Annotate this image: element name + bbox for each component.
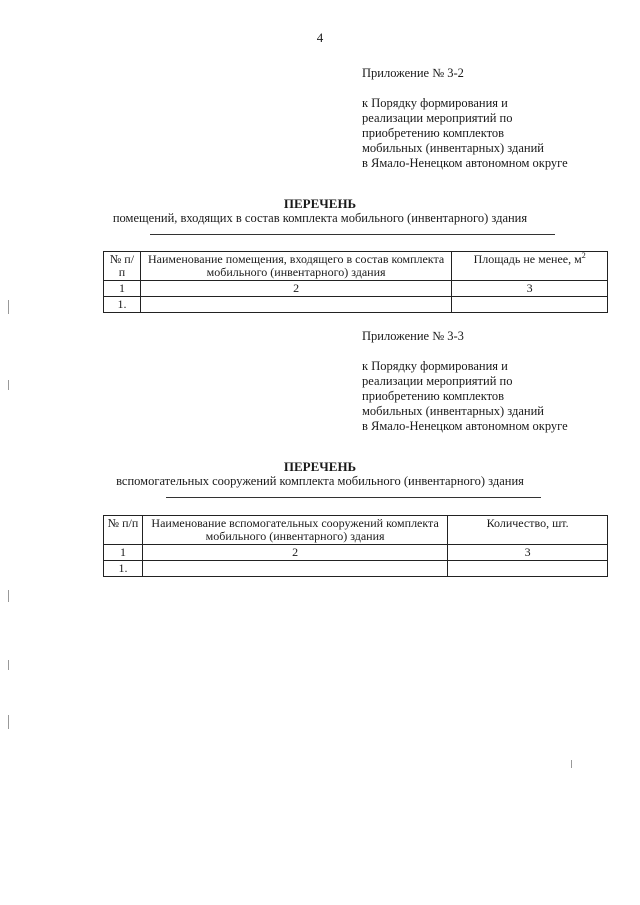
table-header-row <box>104 252 608 281</box>
empty-cell <box>448 561 608 577</box>
scan-mark <box>8 715 9 729</box>
rooms-table <box>103 251 608 313</box>
numbering-cell: 1 <box>104 545 143 561</box>
scan-mark <box>8 300 9 314</box>
appendix-line: мобильных (инвентарных) зданий <box>362 141 544 155</box>
appendix-line: приобретению комплектов <box>362 126 505 140</box>
numbering-cell: 1 <box>104 281 141 297</box>
header-quantity: Количество, шт. <box>448 516 608 545</box>
empty-cell <box>140 297 451 313</box>
numbering-cell: 2 <box>142 545 447 561</box>
scan-mark <box>8 590 9 602</box>
list-subtitle: помещений, входящих в состав комплекта мобильного (инвентарного) здания <box>112 211 528 225</box>
list-title: ПЕРЕЧЕНЬ <box>283 459 357 474</box>
list-heading-rooms <box>0 196 640 226</box>
scan-mark <box>571 760 572 768</box>
appendix-block-3-2 <box>362 66 632 171</box>
structures-table <box>103 515 608 577</box>
appendix-line: приобретению комплектов <box>362 389 505 403</box>
scan-mark <box>8 660 9 670</box>
appendix-title: Приложение № 3-3 <box>362 329 464 343</box>
list-heading-structures <box>0 459 640 489</box>
appendix-lines <box>362 359 632 434</box>
table-numbering-row <box>104 545 608 561</box>
appendix-line: в Ямало-Ненецком автономном округе <box>362 156 568 170</box>
appendix-line: реализации мероприятий по <box>362 374 513 388</box>
list-subtitle: вспомогательных сооружений комплекта мобильного (инвентарного) здания <box>116 474 524 488</box>
appendix-line: к Порядку формирования и <box>362 359 508 373</box>
numbering-cell: 2 <box>140 281 451 297</box>
header-number: № п/п <box>104 516 143 545</box>
page-number: 4 <box>316 30 324 45</box>
appendix-block-3-3 <box>362 329 632 434</box>
empty-cell <box>142 561 447 577</box>
table-numbering-row <box>104 281 608 297</box>
header-structure-name: Наименование вспомогательных сооружений комплекта мобильного (инвентарного) здания <box>142 516 447 545</box>
scan-mark <box>8 380 9 390</box>
appendix-title: Приложение № 3-2 <box>362 66 464 80</box>
table-header-row <box>104 516 608 545</box>
appendix-lines <box>362 96 632 171</box>
numbering-cell: 3 <box>452 281 608 297</box>
row-number-cell: 1. <box>104 297 141 313</box>
superscript: 2 <box>581 251 586 260</box>
header-area: Площадь не менее, $м^2$ <box>452 252 608 281</box>
appendix-line: к Порядку формирования и <box>362 96 508 110</box>
appendix-line: мобильных (инвентарных) зданий <box>362 404 544 418</box>
header-room-name: Наименование помещения, входящего в состав комплекта мобильного (инвентарного) здания <box>140 252 451 281</box>
header-number: № п/п <box>104 252 141 281</box>
appendix-line: реализации мероприятий по <box>362 111 513 125</box>
underline-rule <box>150 234 555 235</box>
appendix-line: в Ямало-Ненецком автономном округе <box>362 419 568 433</box>
table-row <box>104 561 608 577</box>
empty-cell <box>452 297 608 313</box>
table-row <box>104 297 608 313</box>
underline-rule <box>166 497 541 498</box>
list-title: ПЕРЕЧЕНЬ <box>283 196 357 211</box>
numbering-cell: 3 <box>448 545 608 561</box>
row-number-cell: 1. <box>104 561 143 577</box>
